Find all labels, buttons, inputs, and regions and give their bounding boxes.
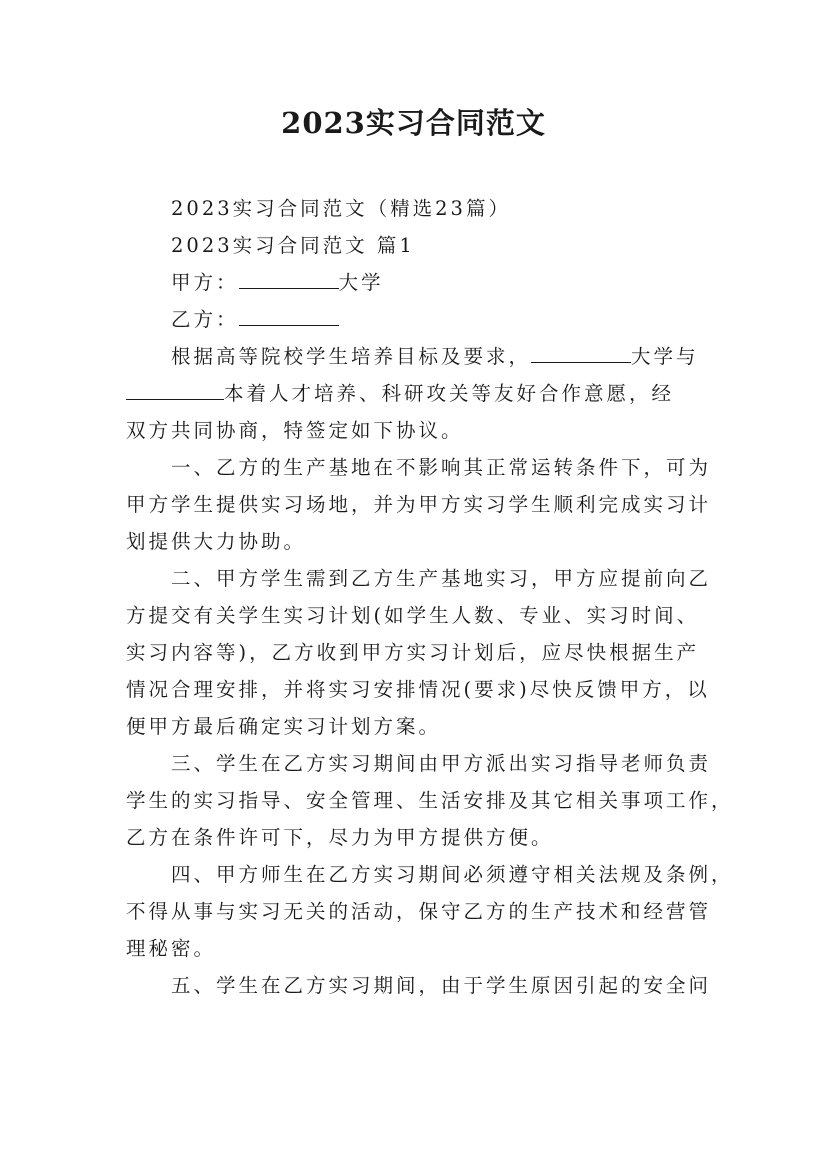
company-blank (126, 381, 224, 400)
document-subtitle: 2023实习合同范文（精选23篇） (171, 197, 511, 220)
clause-line: 三、学生在乙方实习期间由甲方派出实习指导老师负责 (171, 752, 712, 775)
party-a-suffix: 大学 (338, 271, 384, 294)
clause-line: 四、甲方师生在乙方实习期间必须遵守相关法规及条例， (171, 863, 734, 886)
clause-1 (126, 449, 712, 560)
intro-text: 本着人才培养、科研攻关等友好合作意愿，经 (224, 382, 675, 405)
clause-line: 方提交有关学生实习计划(如学生人数、专业、实习时间、 (126, 604, 700, 627)
clause-line: 情况合理安排，并将实习安排情况(要求)尽快反馈甲方，以 (126, 678, 710, 701)
clause-line: 划提供大力协助。 (126, 530, 307, 553)
clause-4 (126, 856, 734, 967)
section-heading: 2023实习合同范文 篇1 (171, 234, 415, 257)
clause-2 (126, 560, 712, 745)
intro-text: 根据高等院校学生培养目标及要求， (171, 345, 532, 368)
party-b-blank (239, 307, 339, 326)
clause-line: 甲方学生提供实习场地，并为甲方实习学生顺利完成实习计 (126, 493, 712, 516)
clause-line: 乙方在条件许可下，尽力为甲方提供方便。 (126, 826, 554, 849)
party-a-line (126, 264, 702, 301)
clause-line: 便甲方最后确定实习计划方案。 (126, 715, 442, 738)
party-a-blank (239, 270, 339, 289)
clause-line: 五、学生在乙方实习期间，由于学生原因引起的安全问 (171, 974, 712, 997)
clause-line: 二、甲方学生需到乙方生产基地实习，甲方应提前向乙 (171, 567, 712, 590)
clause-5 (126, 967, 712, 1004)
document-body (126, 190, 734, 1004)
clause-3 (126, 745, 734, 856)
university-blank (531, 344, 631, 363)
clause-line: 不得从事与实习无关的活动，保守乙方的生产技术和经营管 (126, 900, 712, 923)
party-b-line (126, 301, 702, 338)
clause-line: 实习内容等)，乙方收到甲方实习计划后，应尽快根据生产 (126, 641, 700, 664)
party-b-label: 乙方： (171, 308, 239, 331)
clause-line: 学生的实习指导、安全管理、生活安排及其它相关事项工作， (126, 789, 734, 812)
clause-line: 理秘密。 (126, 937, 217, 960)
intro-line-2 (126, 375, 702, 412)
intro-paragraph (126, 338, 702, 449)
intro-line-3: 双方共同协商，特签定如下协议。 (126, 419, 464, 442)
clause-line: 一、乙方的生产基地在不影响其正常运转条件下，可为 (171, 456, 712, 479)
document-title: 2023实习合同范文 (281, 106, 546, 140)
intro-text: 大学与 (631, 345, 699, 368)
intro-line-1 (126, 338, 702, 375)
party-a-label: 甲方： (171, 271, 239, 294)
